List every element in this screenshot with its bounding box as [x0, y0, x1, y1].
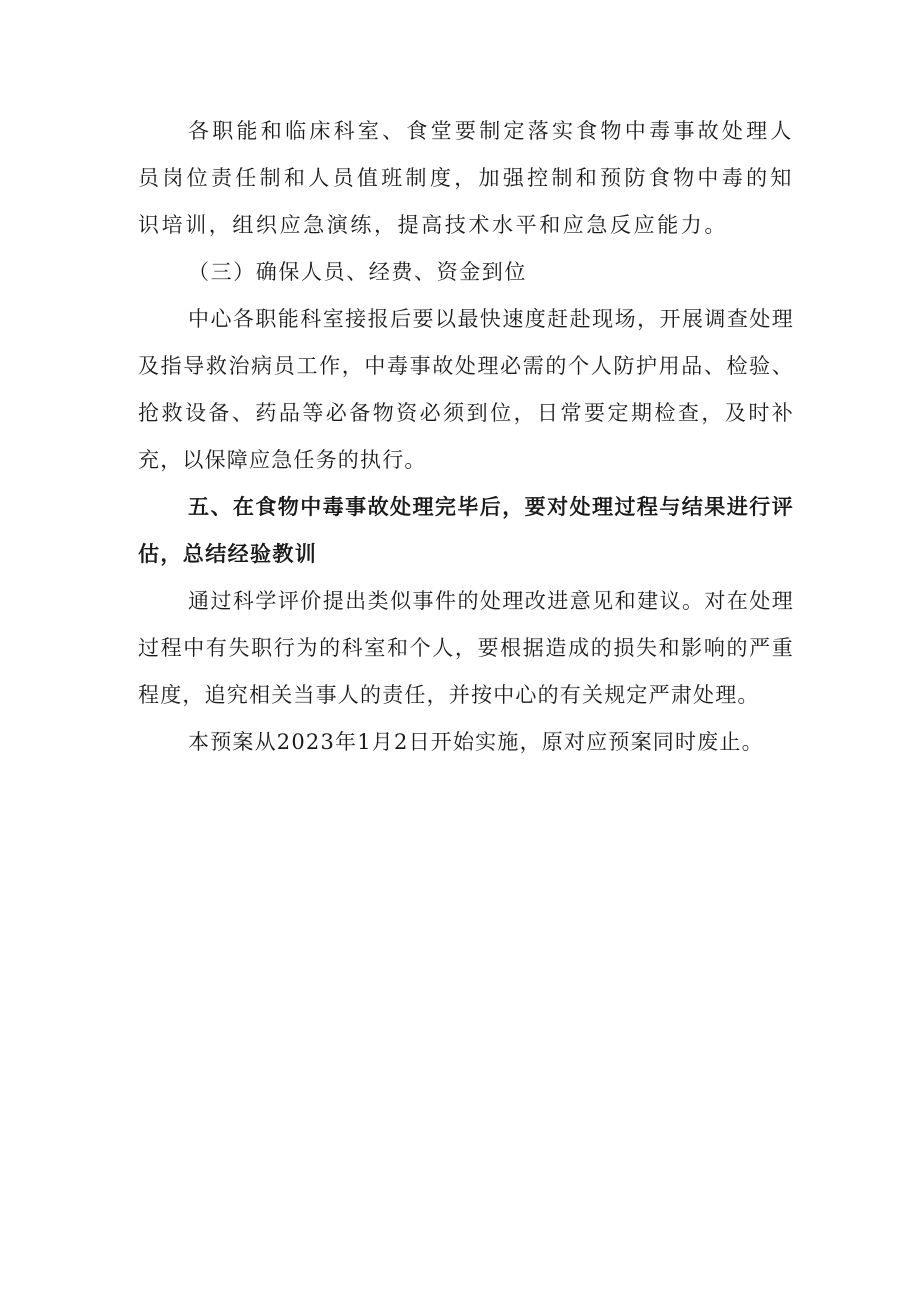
paragraph-responsibility-system: 各职能和临床科室、食堂要制定落实食物中毒事故处理人员岗位责任制和人员值班制度，加强控制和预防食物中毒的知识培训，组织应急演练，提高技术水平和应急反应能力。	[138, 119, 794, 237]
paragraph-evaluation-accountability: 通过科学评价提出类似事件的处理改进意见和建议。对在处理过程中有失职行为的科室和个人，要根据造成的损失和影响的严重程度，追究相关当事人的责任，并按中心的有关规定严肃处理。	[138, 589, 794, 707]
subheading-ensure-resources: （三）确保人员、经费、资金到位	[188, 260, 527, 284]
paragraph-effective-date: 本预案从2023年1月2日开始实施，原对应预案同时废止。	[188, 730, 764, 754]
paragraph-rapid-response: 中心各职能科室接报后要以最快速度赶赴现场，开展调查处理及指导救治病员工作，中毒事故处理必需的个人防护用品、检验、抢救设备、药品等必备物资必须到位，日常要定期检查，及时补充，以保障应急任务的执行。	[138, 307, 794, 472]
document-body	[138, 108, 794, 766]
section-heading-five-evaluation: 五、在食物中毒事故处理完毕后，要对处理过程与结果进行评估，总结经验教训	[138, 495, 794, 566]
